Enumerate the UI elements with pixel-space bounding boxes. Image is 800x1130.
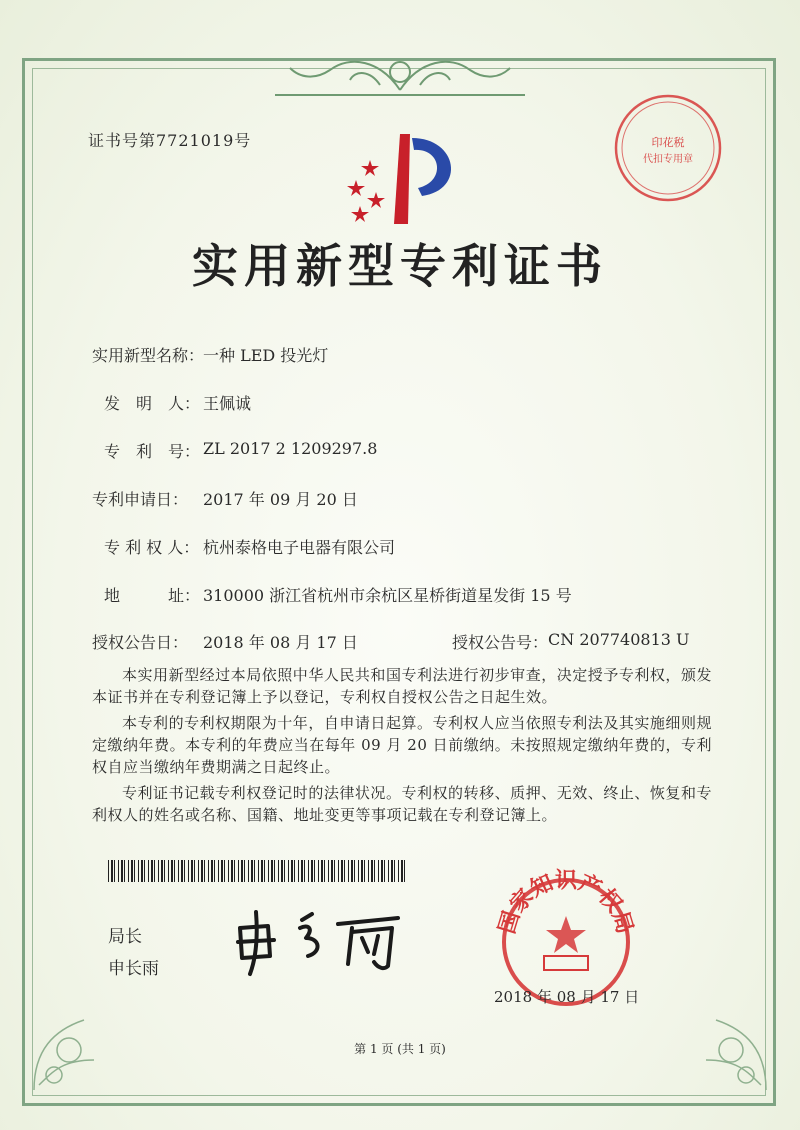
inventor-label: 发 明 人： xyxy=(104,394,201,413)
patent-number-value: ZL 2017 2 1209297.8 xyxy=(203,439,378,458)
patent-number-label: 专 利 号： xyxy=(104,442,201,461)
official-seal xyxy=(480,858,652,1006)
patentee-value: 杭州泰格电子电器有限公司 xyxy=(203,538,396,557)
address-label: 地 址： xyxy=(104,586,201,605)
inventor-value: 王佩诚 xyxy=(203,394,252,413)
utility-name-label: 实用新型名称： xyxy=(92,346,205,365)
paragraph-3: 专利证书记载专利权登记时的法律状况。专利权的转移、质押、无效、终止、恢复和专利权人的姓名或名称、国籍、地址变更等事项记载在专利登记簿上。 xyxy=(92,784,712,824)
seal-date: 2018 年 08 月 17 日 xyxy=(494,988,640,1006)
svg-text:印花税: 印花税 xyxy=(651,136,685,149)
signature xyxy=(228,898,408,978)
paragraph-2: 本专利的专利权期限为十年，自申请日起算。专利权人应当依照专利法及其实施细则规定缴纳年费。本专利的年费应当在每年 09 月 20 日前缴纳。未按照规定缴纳年费的，专利权自应当缴纳年费期满之日起终止。 xyxy=(92,714,712,776)
patent-office-logo xyxy=(338,130,478,230)
paragraph-1: 本实用新型经过本局依照中华人民共和国专利法进行初步审查，决定授予专利权，颁发本证书并在专利登记簿上予以登记，专利权自授权公告之日起生效。 xyxy=(92,666,712,706)
filing-date-label: 专利申请日： xyxy=(92,490,189,509)
utility-name-value: 一种 LED 投光灯 xyxy=(203,346,329,365)
top-ornament xyxy=(270,50,530,100)
signatory-name: 申长雨 xyxy=(108,959,159,979)
address-value: 310000 浙江省杭州市余杭区星桥街道星发街 15 号 xyxy=(203,586,572,605)
grant-date-value: 2018 年 08 月 17 日 xyxy=(203,633,358,652)
patentee-label: 专 利 权 人： xyxy=(104,538,200,557)
grant-number-value: CN 207740813 U xyxy=(548,630,690,649)
grant-date-label: 授权公告日： xyxy=(92,633,189,652)
filing-date-value: 2017 年 09 月 20 日 xyxy=(203,490,358,509)
seal-text: 国家知识产权局 xyxy=(494,868,638,937)
tax-stamp xyxy=(612,92,724,204)
grant-number-label: 授权公告号： xyxy=(452,633,549,652)
page-number: 第 1 页 (共 1 页) xyxy=(354,1042,446,1056)
svg-text:代扣专用章: 代扣专用章 xyxy=(643,154,693,165)
certificate-number: 证书号第7721019号 xyxy=(88,131,252,150)
signatory-role: 局长 xyxy=(108,927,142,947)
barcode xyxy=(108,860,406,882)
certificate-title: 实用新型专利证书 xyxy=(192,239,608,293)
